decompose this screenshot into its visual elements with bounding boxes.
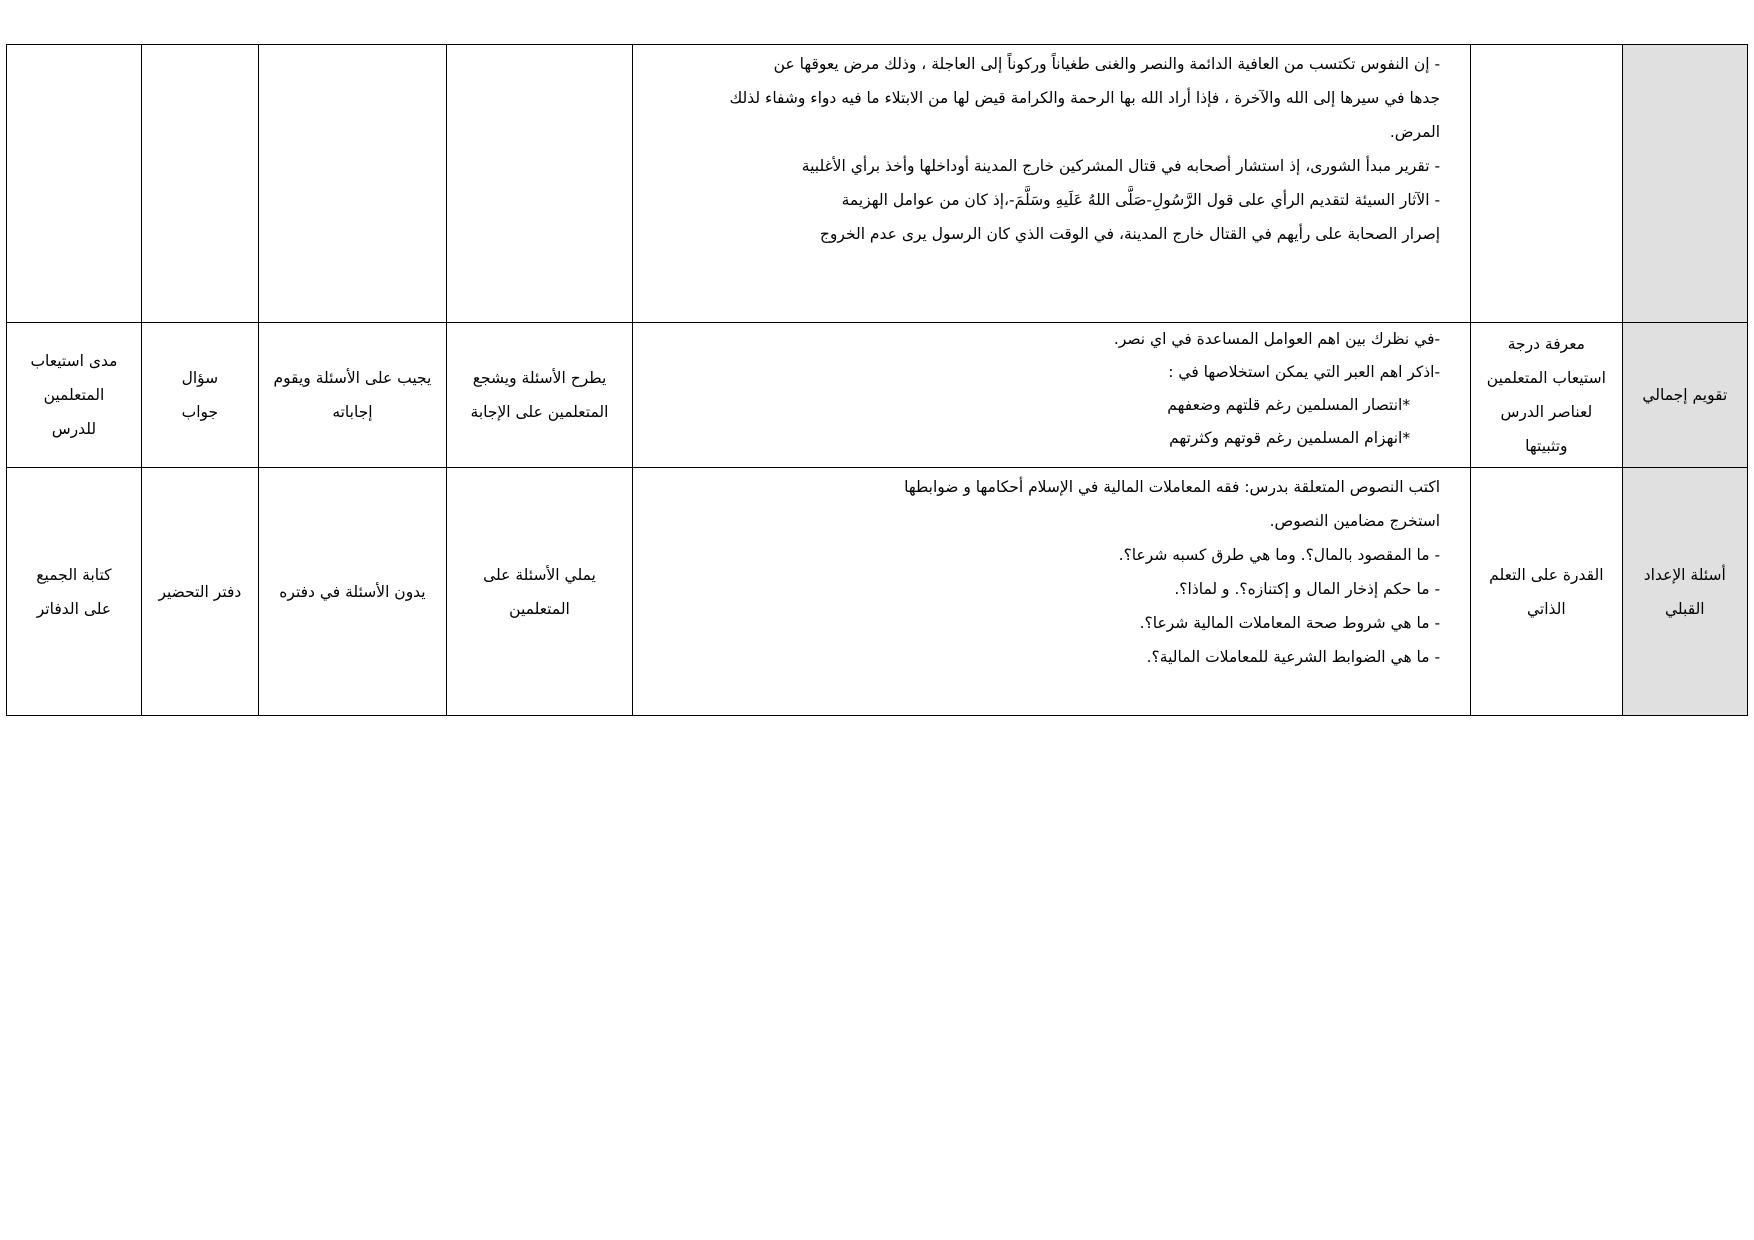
teacher-activity-line: يطرح الأسئلة ويشجع — [472, 369, 607, 387]
content-line: *انهزام المسلمين رغم قوتهم وكثرتهم — [1169, 429, 1411, 447]
objective-line: لعناصر الدرس — [1500, 403, 1593, 421]
evaluation-line: على الدفاتر — [36, 599, 112, 618]
table-row — [7, 468, 1748, 716]
objective-line: الذاتي — [1526, 599, 1566, 618]
content-cell — [633, 45, 1471, 323]
stage-cell: تقويم إجمالي — [1622, 323, 1747, 468]
content-line: -اذكر اهم العبر التي يمكن استخلاصها في : — [1168, 363, 1441, 381]
objective-line: القدرة على التعلم — [1489, 565, 1604, 584]
tools-cell — [141, 323, 258, 468]
objective-cell — [1471, 468, 1623, 716]
content-cell — [633, 468, 1471, 716]
stage-line: أسئلة الإعداد — [1643, 565, 1726, 584]
content-line: - ما هي شروط صحة المعاملات المالية شرعا؟. — [1139, 614, 1441, 632]
content-line: اكتب النصوص المتعلقة بدرس: فقه المعاملات المالية في الإسلام أحكامها و ضوابطها — [904, 478, 1441, 496]
teacher-activity-line: المتعلمين على الإجابة — [470, 403, 609, 421]
evaluation-line: مدى استيعاب — [30, 352, 118, 370]
table-row — [7, 323, 1748, 468]
content-line: - ما المقصود بالمال؟. وما هي طرق كسبه شرعا؟. — [1118, 546, 1441, 564]
objective-line: معرفة درجة — [1507, 335, 1585, 353]
learner-activity-line: يجيب على الأسئلة ويقوم — [273, 369, 432, 387]
table-row — [7, 45, 1748, 323]
content-line: - ما هي الضوابط الشرعية للمعاملات المالية؟. — [1146, 648, 1441, 666]
tools-cell: دفتر التحضير — [141, 468, 258, 716]
tools-cell — [141, 45, 258, 323]
evaluation-cell — [7, 468, 142, 716]
content-line: المرض. — [1389, 123, 1441, 141]
evaluation-line: كتابة الجميع — [36, 565, 112, 584]
lesson-plan-table — [6, 44, 1748, 716]
teacher-activity-line: المتعلمين — [509, 599, 570, 618]
learner-activity-cell — [258, 323, 446, 468]
tools-line: جواب — [181, 403, 219, 421]
content-line: - الآثار السيئة لتقديم الرأي على قول الرَّسُولِ-صَلَّى اللهُ عَلَيهِ وسَلَّمَ-،إذ كان من عوامل الهزيمة — [841, 191, 1441, 209]
stage-cell — [1622, 468, 1747, 716]
teacher-activity-cell — [447, 323, 633, 468]
evaluation-line: المتعلمين — [43, 386, 105, 404]
evaluation-cell — [7, 45, 142, 323]
content-line: - إن النفوس تكتسب من العافية الدائمة والنصر والغنى طغياناً وركوناً إلى العاجلة ، وذلك مرض يعوقها عن — [773, 55, 1441, 73]
content-line: إصرار الصحابة على رأيهم في القتال خارج المدينة، في الوقت الذي كان الرسول يرى عدم الخروج — [819, 225, 1441, 243]
learner-activity-cell: يدون الأسئلة في دفتره — [258, 468, 446, 716]
teacher-activity-cell — [447, 45, 633, 323]
objective-line: استيعاب المتعلمين — [1486, 369, 1606, 387]
teacher-activity-line: يملي الأسئلة على — [483, 565, 596, 584]
objective-line: وتثبيتها — [1525, 437, 1568, 455]
content-line: استخرج مضامين النصوص. — [1269, 512, 1441, 530]
stage-cell — [1622, 45, 1747, 323]
content-line: جدها في سيرها إلى الله والآخرة ، فإذا أراد الله بها الرحمة والكرامة قيض لها من الابتلاء ما فيه دواء وشفاء لذلك — [729, 89, 1441, 107]
evaluation-line: للدرس — [51, 420, 97, 438]
teacher-activity-cell — [447, 468, 633, 716]
objective-cell — [1471, 323, 1623, 468]
lesson-plan-page — [6, 44, 1748, 716]
evaluation-cell — [7, 323, 142, 468]
content-line: -في نظرك بين اهم العوامل المساعدة في اي نصر. — [1113, 330, 1441, 348]
content-line: - ما حكم إذخار المال و إكتنازه؟. و لماذا؟. — [1174, 580, 1441, 598]
objective-cell — [1471, 45, 1623, 323]
content-line: - تقرير مبدأ الشورى، إذ استشار أصحابه في قتال المشركين خارج المدينة أوداخلها وأخذ برأي الأغلبية — [801, 157, 1441, 175]
stage-line: القبلي — [1665, 599, 1705, 618]
content-line: *انتصار المسلمين رغم قلتهم وضعفهم — [1167, 396, 1411, 414]
content-cell — [633, 323, 1471, 468]
tools-line: سؤال — [181, 369, 219, 387]
learner-activity-cell — [258, 45, 446, 323]
learner-activity-line: إجاباته — [332, 403, 373, 421]
